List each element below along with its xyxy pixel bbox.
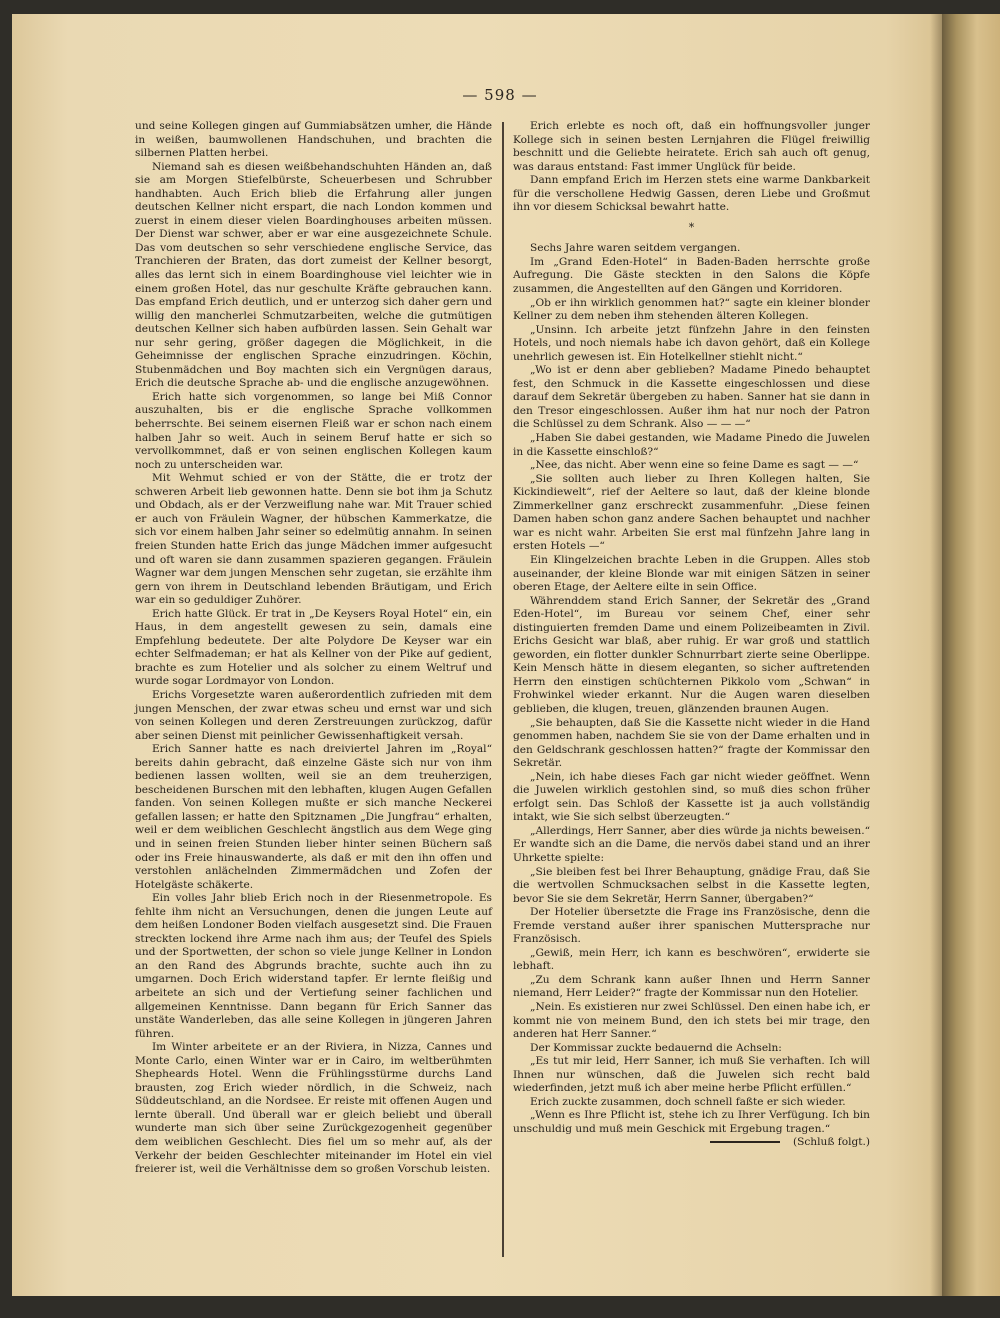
paragraph: Niemand sah es diesen weißbehandschuhten Händen an, daß sie am Morgen Stiefelbürste, Scheuerbesen und Schrubber handhabten. Auch Erich blieb die Erfahrung aller jungen deutschen Kellner nicht erspart, die nach London kommen und zuerst in einem dieser vielen Boardinghouses arbeiten müssen. Der Dienst war schwer, aber er war eine ausgezeichnete Schule. Das vom deutschen so sehr verschiedene englische Service, das Tranchieren der Braten, das dort zumeist der Kellner besorgt, alles das lernt sich in einem Boardinghouse viel leichter wie in einem großen Hotel, das nur geschulte Kräfte gebrauchen kann. Das empfand Erich deutlich, und er unterzog sich daher gern und willig den mancherlei Schmutzarbeiten, welche die gutmütigen deutschen Kellner sich haben aufbürden lassen. Sein Gehalt war nur sehr gering, größer dagegen die Möglichkeit, in die Geheimnisse der englischen Sprache einzudringen. Köchin, Stubenmädchen und Boy machten sich ein Vergnügen daraus, Erich die deutsche Sprache ab- und die englische anzugewöhnen. (135, 160, 492, 390)
paragraph: „Sie sollten auch lieber zu Ihren Kollegen halten, Sie Kickindiewelt“, rief der Aeltere so laut, daß der kleine blonde Zimmerkellner ganz erschreckt zusammenfuhr. „Diese feinen Damen haben schon ganz andere Sachen behauptet und nachher war es nicht wahr. Arbeiten Sie erst mal fünfzehn Jahre lang in ersten Hotels —“ (513, 472, 870, 553)
paragraph: „Sie behaupten, daß Sie die Kassette nicht wieder in die Hand genommen haben, nachdem Sie sie von der Dame erhalten und in den Geldschrank geschlossen hatten?“ fragte der Kommissar den Sekretär. (513, 716, 870, 770)
page-number: — 598 — (462, 86, 538, 104)
end-rule (710, 1141, 780, 1143)
paragraph: „Ob er ihn wirklich genommen hat?“ sagte ein kleiner blonder Kellner zu dem neben ihm stehenden älteren Kollegen. (513, 296, 870, 323)
scan-border-top (0, 0, 1000, 14)
paragraph: „Nein. Es existieren nur zwei Schlüssel. Den einen habe ich, er kommt nie von meinem Bund, den ich stets bei mir trage, den anderen hat Herr Sanner.“ (513, 1001, 870, 1041)
paragraph: Sechs Jahre waren seitdem vergangen. (529, 242, 741, 255)
right-column (513, 120, 870, 1150)
paragraph: „Wo ist er denn aber geblieben? Madame Pinedo behauptet fest, den Schmuck in die Kassette eingeschlossen und diese darauf dem Sekretär übergeben zu haben. Sanner hat sie dann in den Tresor eingeschlossen. Außer ihm hat nur noch der Patron die Schlüssel zu dem Schrank. Also — — —“ (513, 364, 870, 431)
paragraph: „Haben Sie dabei gestanden, wie Madame Pinedo die Juwelen in die Kassette einschloß?“ (513, 432, 870, 458)
scan-border-left (0, 0, 12, 1318)
paragraph: Währenddem stand Erich Sanner, der Sekretär des „Grand Eden-Hotel“, im Bureau vor seinem Chef, einer sehr distinguierten fremden Dame und einem Polizeibeamten in Zivil. Erichs Gesicht war blaß, aber ruhig. Er war groß und stattlich geworden, ein flotter dunkler Schnurrbart zierte seine Oberlippe. Kein Mensch hätte in diesem eleganten, so sicher auftretenden Herrn den einstigen schüchternen Pikkolo vom „Schwan“ in Frohwinkel wieder erkannt. Nur die Augen waren dieselben geblieben, die klugen, treuen, glänzenden braunen Augen. (513, 594, 870, 715)
column-divider (502, 122, 504, 1257)
paragraph: Erich hatte Glück. Er trat in „De Keysers Royal Hotel“ ein, ein Haus, in dem angestellt gewesen zu sein, damals eine Empfehlung bedeutete. Der alte Polydore De Keyser war ein echter Selfmademan; er hat als Kellner von der Pike auf gedient, brachte es zum Hotelier und als solcher zu einem Weltruf und wurde sogar Lordmayor von London. (135, 607, 492, 688)
paragraph: Im „Grand Eden-Hotel“ in Baden-Baden herrschte große Aufregung. Die Gäste steckten in den Salons die Köpfe zusammen, die Angestellten auf den Gängen und Korridoren. (513, 255, 870, 296)
paragraph: „Wenn es Ihre Pflicht ist, stehe ich zu Ihrer Verfügung. Ich bin unschuldig und muß mein Geschick mit Ergebung tragen.“ (513, 1109, 870, 1135)
closing-line (513, 1136, 870, 1150)
paragraph: Der Kommissar zuckte bedauernd die Achseln: (529, 1041, 782, 1054)
paragraph: „Nein, ich habe dieses Fach gar nicht wieder geöffnet. Wenn die Juwelen wirklich gestohlen sind, so muß dies schon früher erfolgt sein. Das Schloß der Kassette ist ja auch vollständig intakt, wie Sie sich selbst überzeugten.“ (513, 770, 870, 824)
left-column (135, 120, 492, 1177)
paragraph: „Allerdings, Herr Sanner, aber dies würde ja nichts beweisen.“ Er wandte sich an die Dame, die nervös dabei stand und an ihrer Uhrkette spielte: (513, 824, 870, 864)
paragraph: Ein Klingelzeichen brachte Leben in die Gruppen. Alles stob auseinander, der kleine Blonde war mit einigen Sätzen in seiner oberen Etage, der Aeltere eilte in sein Office. (513, 553, 870, 594)
paragraph: „Gewiß, mein Herr, ich kann es beschwören“, erwiderte sie lebhaft. (513, 946, 870, 973)
paragraph: Ein volles Jahr blieb Erich noch in der Riesenmetropole. Es fehlte ihm nicht an Versuchungen, denen die jungen Leute auf dem heißen Londoner Boden vielfach ausgesetzt sind. Die Frauen streckten lockend ihre Arme nach ihm aus; der Teufel des Spiels und der Sportwetten, der schon so viele junge Kellner in London an den Rand des Abgrunds brachte, suchte auch ihn zu umgarnen. Doch Erich widerstand tapfer. Er lernte fleißig und arbeitete an sich und der Vertiefung seiner fachlichen und allgemeinen Kenntnisse. Dann begann für Erich Sanner das unstäte Wanderleben, das alle seine Kollegen in jüngeren Jahren führen. (135, 892, 492, 1040)
paragraph: „Unsinn. Ich arbeite jetzt fünfzehn Jahre in den feinsten Hotels, und noch niemals habe ich davon gehört, daß ein Kollege unehrlich gewesen ist. Ein Hotelkellner stiehlt nicht.“ (513, 323, 870, 363)
section-separator: * (688, 220, 695, 234)
paragraph: Erich zuckte zusammen, doch schnell faßte er sich wieder. (529, 1095, 846, 1108)
paragraph: „Nee, das nicht. Aber wenn eine so feine Dame es sagt — —“ (529, 459, 859, 472)
paragraph: Im Winter arbeitete er an der Riviera, in Nizza, Cannes und Monte Carlo, einen Winter war er in Cairo, im weltberühmten Shepheards Hotel. Wenn die Frühlingsstürme durchs Land brausten, zog Erich wieder nördlich, in die Schweiz, nach Süddeutschland, an die Nordsee. Er reiste mit offenen Augen und lernte überall. Und überall war er gleich beliebt und überall wunderte man sich über seine Zurückgezogenheit gegenüber dem weiblichen Geschlecht. Dies fiel um so mehr auf, als der Verkehr der beiden Geschlechter miteinander im Hotel ein viel freierer ist, weil die Verhältnisse dem so großen Vorschub leisten. (135, 1041, 492, 1176)
paragraph: Dann empfand Erich im Herzen stets eine warme Dankbarkeit für die verschollene Hedwig Gassen, deren Liebe und Großmut ihn vor diesem Schicksal bewahrt hatte. (513, 174, 870, 214)
paragraph: Der Hotelier übersetzte die Frage ins Französische, denn die Fremde verstand außer ihrer spanischen Muttersprache nur Französisch. (513, 906, 870, 946)
paragraph: Erichs Vorgesetzte waren außerordentlich zufrieden mit dem jungen Menschen, der zwar etwas scheu und ernst war und sich von seinen Kollegen und deren Zerstreuungen zurückzog, dafür aber seinen Dienst mit peinlicher Gewissenhaftigkeit versah. (135, 688, 492, 742)
paragraph: Erich hatte sich vorgenommen, so lange bei Miß Connor auszuhalten, bis er die englische Sprache vollkommen beherrschte. Bei seinem eisernen Fleiß war er schon nach einem halben Jahr so weit. Auch in seinem Beruf hatte er sich so vervollkommnet, daß er von seinen englischen Kollegen kaum noch zu unterscheiden war. (135, 390, 492, 471)
to-be-continued: (Schluß folgt.) (792, 1136, 870, 1149)
scan-border-bottom (0, 1296, 1000, 1318)
adjacent-page-edge (942, 14, 1000, 1296)
paragraph: Mit Wehmut schied er von der Stätte, die er trotz der schweren Arbeit lieb gewonnen hatte. Denn sie bot ihm ja Schutz und Obdach, als er der Verzweiflung nahe war. Mit Trauer schied er auch von Fräulein Wagner, der hübschen Kammerkatze, die sich vor einem halben Jahr seiner so edelmütig annahm. In seinen freien Stunden hatte Erich das junge Mädchen immer aufgesucht und oft waren sie dann zusammen spazieren gegangen. Fräulein Wagner war dem jungen Menschen sehr zugetan, sie erzählte ihm gern von ihrem in Deutschland lebenden Bräutigam, und Erich war ein so geduldiger Zuhörer. (135, 472, 492, 607)
paragraph: „Es tut mir leid, Herr Sanner, ich muß Sie verhaften. Ich will Ihnen nur wünschen, daß die Juwelen sich recht bald wiederfinden, jetzt muß ich aber meine herbe Pflicht erfüllen.“ (513, 1055, 870, 1095)
paragraph: und seine Kollegen gingen auf Gummiabsätzen umher, die Hände in weißen, baumwollenen Handschuhen, und brachten die silbernen Platten herbei. (135, 120, 492, 160)
paragraph: Erich erlebte es noch oft, daß ein hoffnungsvoller junger Kollege sich in seinen besten Lernjahren die Flügel freiwillig beschnitt und die Geliebte heiratete. Erich sah auch oft genug, was daraus entstand: Fast immer Unglück für beide. (513, 120, 870, 173)
paragraph: Erich Sanner hatte es nach dreiviertel Jahren im „Royal“ bereits dahin gebracht, daß einzelne Gäste sich nur von ihm bedienen lassen wollten, weil sie an dem treuherzigen, bescheidenen Burschen mit den lebhaften, klugen Augen Gefallen fanden. Von seinen Kollegen mußte er sich manche Neckerei gefallen lassen; er hatte den Spitznamen „Die Jungfrau“ erhalten, weil er dem weiblichen Geschlecht ängstlich aus dem Wege ging und in seinen freien Stunden lieber hinter seinen Büchern saß oder ins Freie hinauswanderte, als daß er mit den ihn offen und verstohlen anlächelnden Zimmermädchen und Zofen der Hotelgäste schäkerte. (135, 743, 492, 891)
paragraph: „Zu dem Schrank kann außer Ihnen und Herrn Sanner niemand, Herr Leider?“ fragte der Kommissar nun den Hotelier. (513, 973, 870, 1000)
paragraph: „Sie bleiben fest bei Ihrer Behauptung, gnädige Frau, daß Sie die wertvollen Schmucksachen selbst in die Kassette legten, bevor Sie sie dem Sekretär, Herrn Sanner, übergaben?“ (513, 865, 870, 905)
